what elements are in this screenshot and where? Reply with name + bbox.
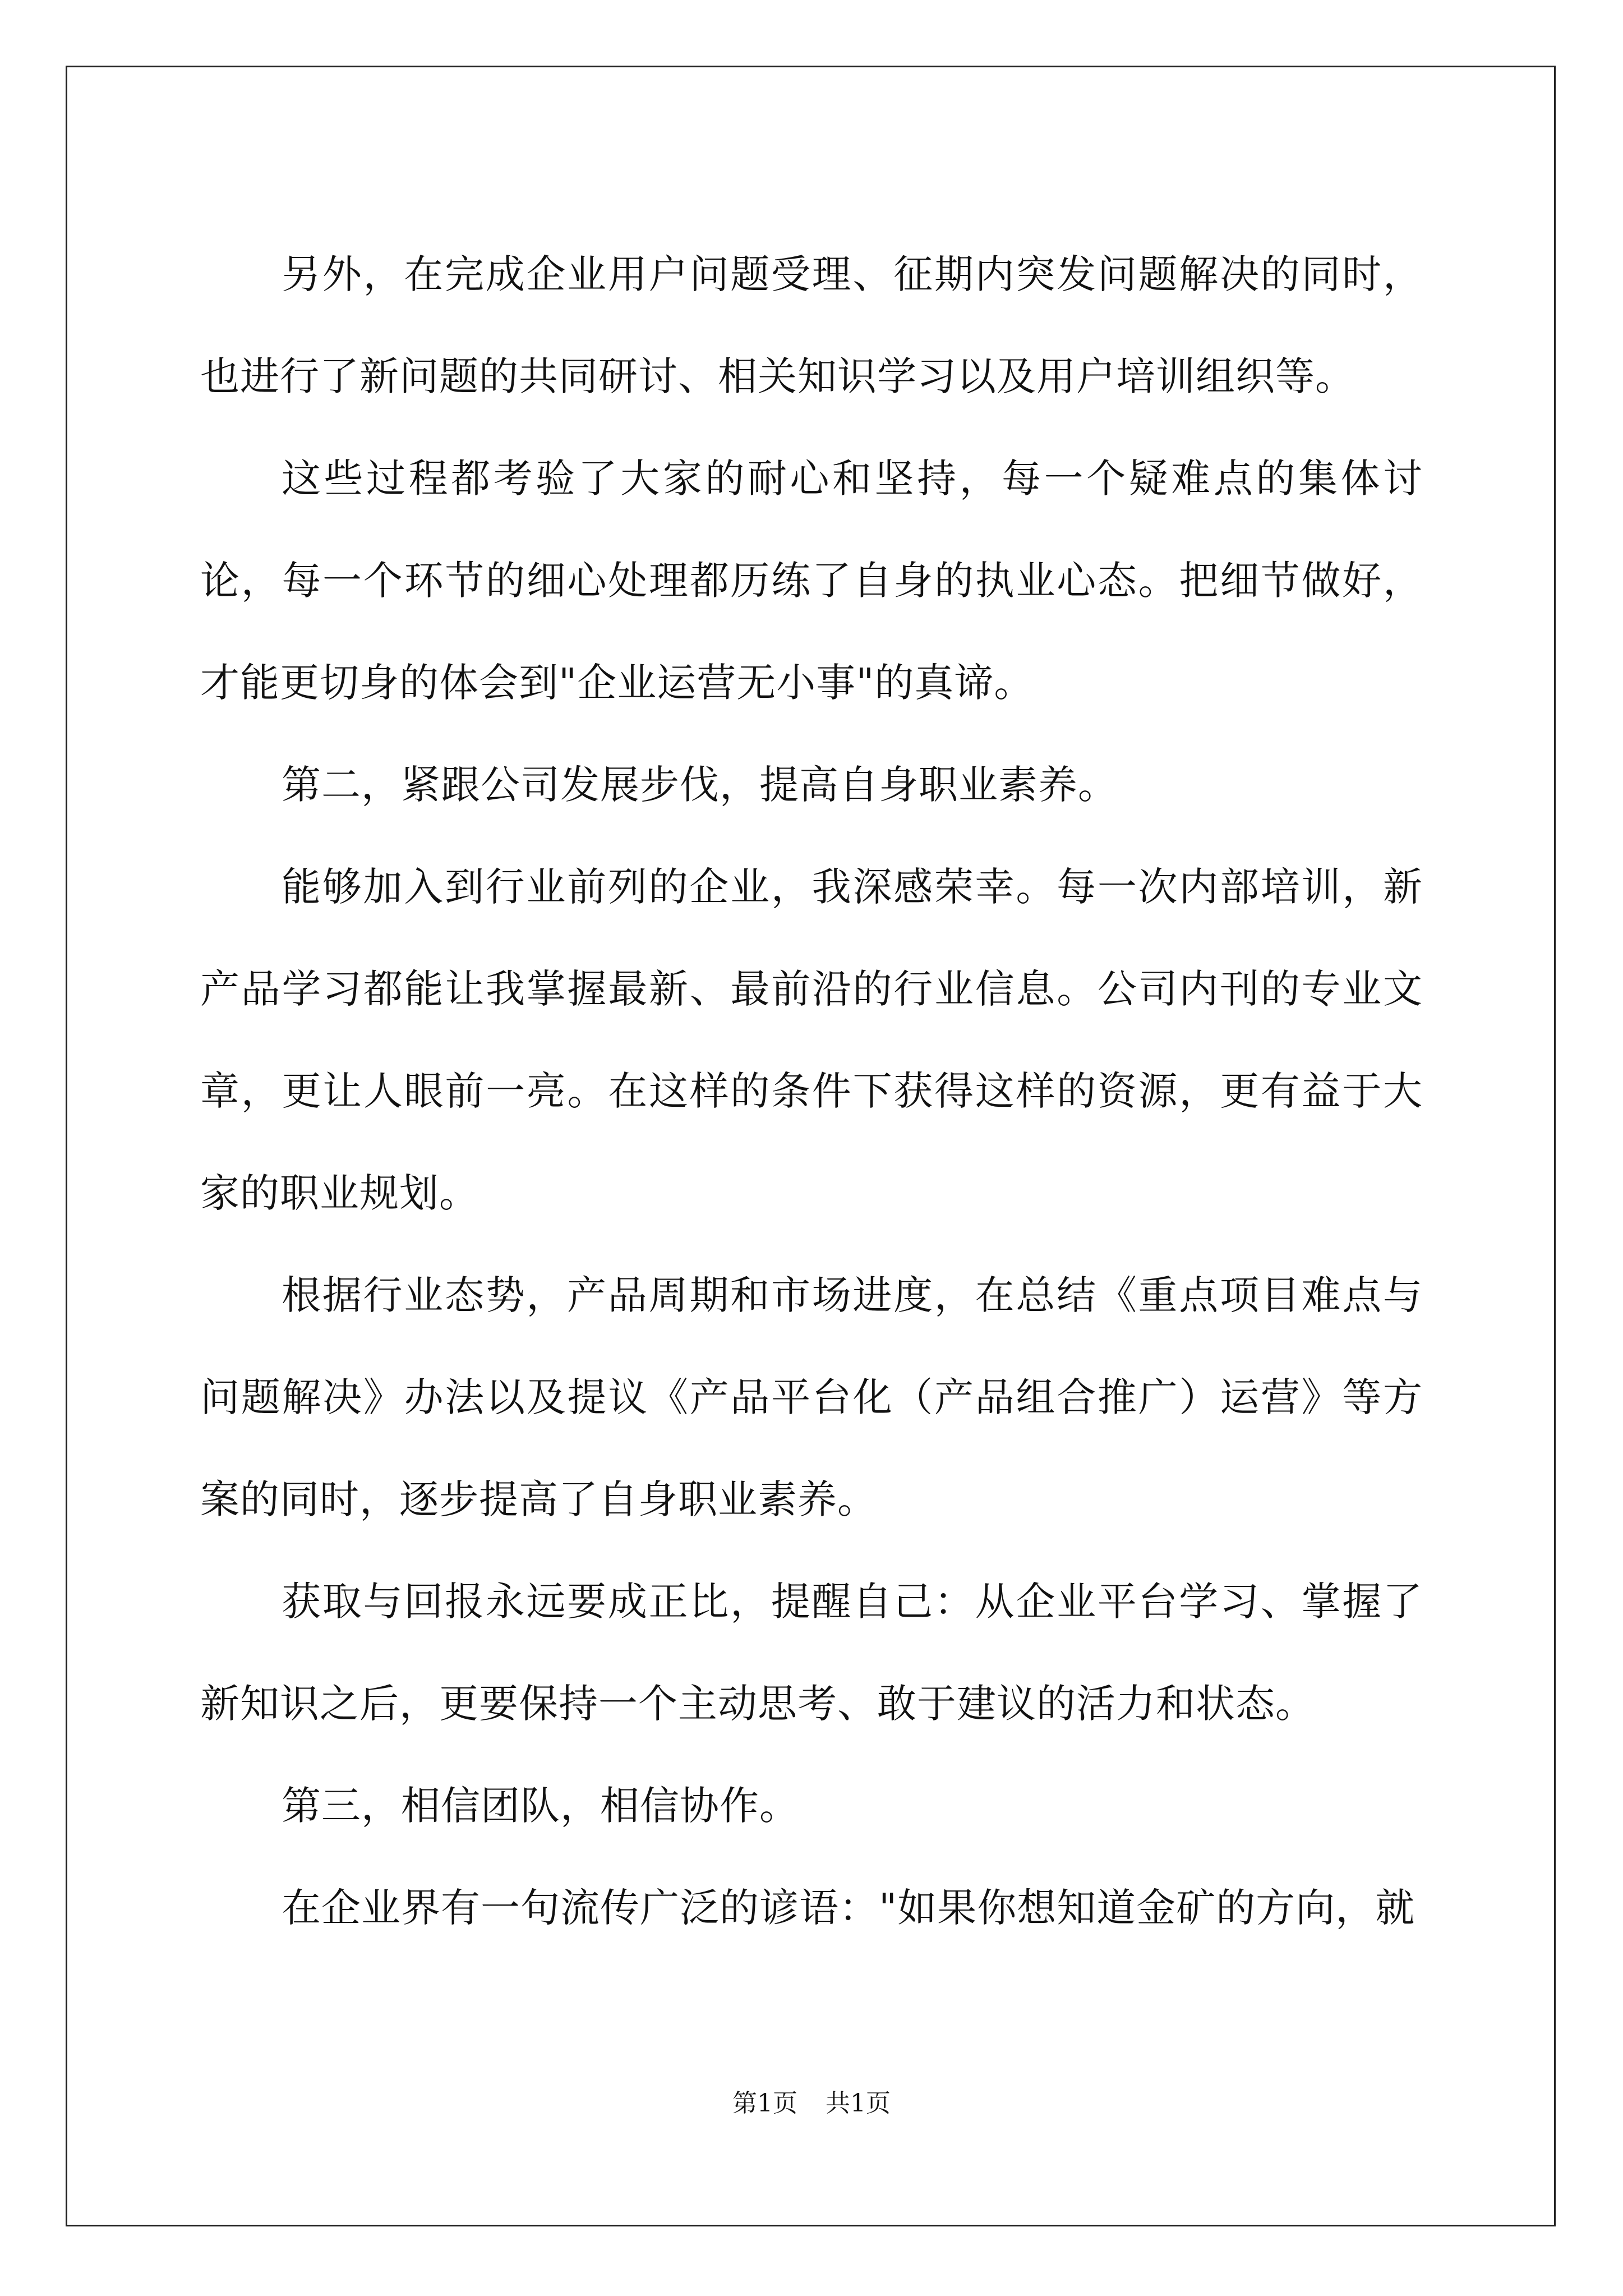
page-number: 第1页 — [732, 2089, 797, 2118]
page-footer — [0, 2087, 1623, 2120]
page-total: 共1页 — [826, 2089, 891, 2118]
document-body — [200, 223, 1423, 1959]
paragraph: 这些过程都考验了大家的耐心和坚持，每一个疑难点的集体讨论，每一个环节的细心处理都历练了自身的执业心态。把细节做好，才能更切身的体会到"企业运营无小事"的真谛。 — [200, 455, 1423, 706]
paragraph: 第三，相信团队，相信协作。 — [282, 1783, 799, 1829]
paragraph: 根据行业态势，产品周期和市场进度，在总结《重点项目难点与问题解决》办法以及提议《产品平台化（产品组合推广）运营》等方案的同时，逐步提高了自身职业素养。 — [200, 1272, 1423, 1522]
paragraph: 获取与回报永远要成正比，提醒自己：从企业平台学习、掌握了新知识之后，更要保持一个主动思考、敢于建议的活力和状态。 — [200, 1579, 1423, 1727]
paragraph: 能够加入到行业前列的企业，我深感荣幸。每一次内部培训，新产品学习都能让我掌握最新、最前沿的行业信息。公司内刊的专业文章，更让人眼前一亮。在这样的条件下获得这样的资源，更有益于大家的职业规划。 — [200, 864, 1423, 1216]
paragraph: 在企业界有一句流传广泛的谚语："如果你想知道金矿的方向，就 — [282, 1885, 1415, 1931]
paragraph: 第二，紧跟公司发展步伐，提高自身职业素养。 — [282, 762, 1118, 808]
paragraph: 另外，在完成企业用户问题受理、征期内突发问题解决的同时，也进行了新问题的共同研讨、相关知识学习以及用户培训组织等。 — [200, 251, 1423, 399]
